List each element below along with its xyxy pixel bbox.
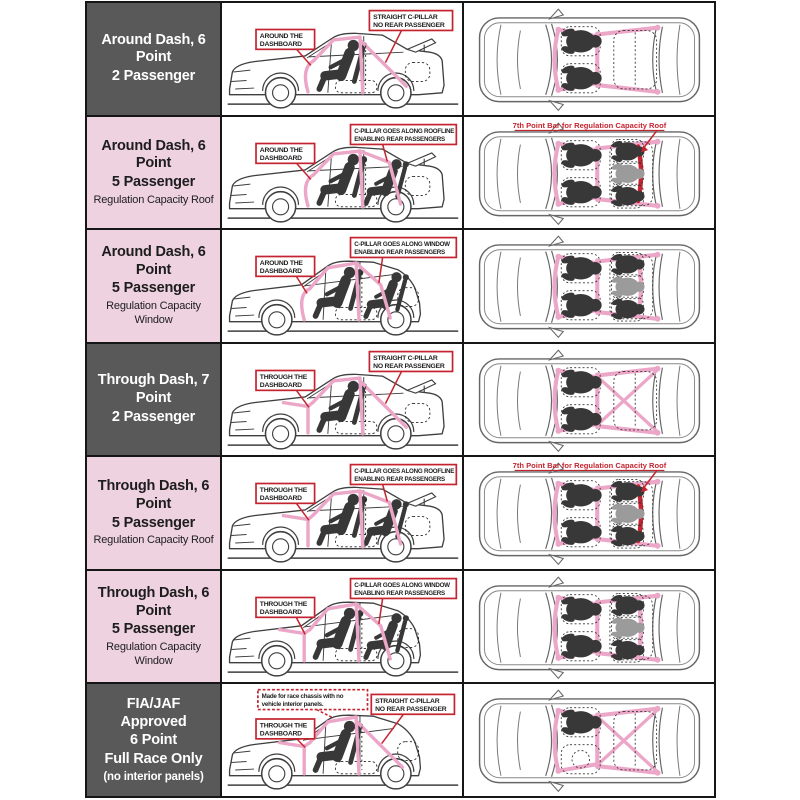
callout-text-line: ENABLING REAR PASSENGERS bbox=[354, 249, 445, 257]
cage-foot bbox=[655, 593, 661, 599]
car-body-top bbox=[480, 132, 700, 216]
row-label-line: Through Dash, 6 Point bbox=[97, 584, 210, 619]
callout-text-line: NO REAR PASSENGER bbox=[375, 706, 447, 714]
side-view-drawing bbox=[222, 684, 462, 796]
row-label bbox=[87, 230, 220, 342]
occupant-head-top bbox=[634, 282, 644, 292]
callout-text-line: AROUND THE bbox=[259, 146, 303, 154]
callout-text-line: Made for race chassis with no bbox=[261, 693, 344, 701]
row-label-line: 5 Passenger bbox=[111, 280, 196, 297]
cage-foot bbox=[655, 252, 661, 258]
cage-foot bbox=[655, 316, 661, 322]
row-label-line: FIA/JAF Approved bbox=[120, 695, 187, 730]
cage-foot bbox=[555, 201, 561, 207]
occupant-head-top bbox=[589, 185, 602, 198]
wheel-hub bbox=[388, 426, 404, 442]
occupant-head-top bbox=[634, 191, 644, 201]
car-body-top bbox=[480, 359, 700, 443]
cage-foot bbox=[555, 708, 561, 714]
seat-headrest bbox=[403, 502, 409, 508]
row-label-line: 2 Passenger bbox=[111, 68, 196, 85]
seventh-point-note: 7th Point Bar for Regulation Capacity Roof bbox=[512, 461, 667, 471]
top-view-drawing bbox=[464, 457, 714, 569]
callout-text-line: C-PILLAR GOES ALONG WINDOW bbox=[354, 241, 450, 249]
cage-foot bbox=[555, 140, 561, 146]
row-label-line: Regulation Capacity Window bbox=[106, 300, 201, 327]
row-label-line: Through Dash, 6 Point bbox=[97, 478, 210, 513]
callout-text-line: DASHBOARD bbox=[259, 268, 302, 276]
cage-foot bbox=[555, 367, 561, 373]
cage-foot bbox=[655, 770, 661, 776]
occupant-head bbox=[344, 267, 355, 278]
occupant-head bbox=[391, 613, 401, 623]
occupant-head bbox=[348, 153, 359, 164]
side-view-drawing bbox=[222, 3, 462, 115]
rear-wing bbox=[407, 39, 435, 52]
top-view-cell bbox=[464, 457, 714, 569]
row-label bbox=[87, 457, 220, 569]
cage-foot bbox=[555, 87, 561, 93]
row-label bbox=[87, 684, 220, 796]
occupant-head bbox=[348, 40, 359, 51]
occupant-head-top bbox=[634, 304, 644, 314]
occupant-head-top bbox=[589, 299, 602, 312]
callout-text-line: NO REAR PASSENGER bbox=[373, 362, 445, 370]
top-view-drawing bbox=[464, 344, 714, 456]
callout-text-line: vehicle interior panels. bbox=[261, 701, 324, 709]
rear-wing bbox=[407, 493, 435, 506]
top-view-cell bbox=[464, 571, 714, 683]
callout-text-line: THROUGH THE bbox=[259, 600, 308, 608]
occupant-head bbox=[391, 499, 401, 509]
side-view-cell bbox=[220, 457, 464, 569]
callout-text-line: AROUND THE bbox=[259, 33, 303, 41]
cage-foot bbox=[655, 479, 661, 485]
callout-text-line: DASHBOARD bbox=[259, 154, 302, 162]
callout-text-line: STRAIGHT C-PILLAR bbox=[373, 354, 438, 362]
cage-foot bbox=[655, 706, 661, 712]
cage-foot bbox=[555, 254, 561, 260]
row-label-line: Through Dash, 7 Point bbox=[97, 372, 210, 407]
cage-foot bbox=[655, 89, 661, 95]
seat-headrest bbox=[403, 161, 409, 167]
side-view-cell bbox=[220, 230, 464, 342]
row-label-line: Regulation Capacity Roof bbox=[93, 534, 214, 547]
row-label bbox=[87, 344, 220, 456]
row-label bbox=[87, 117, 220, 229]
callout-text-line: THROUGH THE bbox=[259, 373, 308, 381]
callout-text-line: DASHBOARD bbox=[259, 731, 302, 739]
occupant-head-top bbox=[634, 509, 644, 519]
side-view-cell bbox=[220, 117, 464, 229]
side-view-drawing bbox=[222, 344, 462, 456]
side-view-drawing bbox=[222, 457, 462, 569]
row-label bbox=[87, 3, 220, 115]
config-row bbox=[87, 682, 714, 796]
occupant-head-top bbox=[589, 35, 602, 48]
row-label-line: 6 Point bbox=[130, 732, 177, 749]
occupant-head bbox=[348, 494, 359, 505]
wheel-hub bbox=[388, 85, 404, 101]
cage-foot bbox=[555, 481, 561, 487]
row-label-line: Around Dash, 6 Point bbox=[101, 137, 206, 172]
cage-foot bbox=[655, 203, 661, 209]
top-view-drawing bbox=[464, 230, 714, 342]
cage-foot bbox=[655, 365, 661, 371]
occupant-head bbox=[344, 721, 355, 732]
cage-foot bbox=[655, 430, 661, 436]
wheel-hub bbox=[269, 766, 285, 782]
side-view-drawing bbox=[222, 230, 462, 342]
occupant-head-top bbox=[589, 526, 602, 539]
config-row bbox=[87, 455, 714, 569]
cage-foot bbox=[555, 314, 561, 320]
callout-text-line: C-PILLAR GOES ALONG ROOFLINE bbox=[354, 127, 455, 135]
top-view-drawing bbox=[464, 117, 714, 229]
occupant-head bbox=[391, 272, 401, 282]
cage-foot bbox=[555, 655, 561, 661]
row-label-line: Around Dash, 6 Point bbox=[101, 244, 206, 278]
callout-text-line: NO REAR PASSENGER bbox=[373, 22, 445, 30]
top-view-cell bbox=[464, 3, 714, 115]
wheel-hub bbox=[269, 653, 285, 669]
row-label-line: 5 Passenger bbox=[111, 514, 196, 531]
callout-text-line: STRAIGHT C-PILLAR bbox=[375, 698, 440, 706]
top-view-drawing bbox=[464, 571, 714, 683]
row-label-line: 5 Passenger bbox=[111, 621, 196, 638]
occupant-head-top bbox=[589, 603, 602, 616]
cage-foot bbox=[655, 138, 661, 144]
occupant-head-top bbox=[589, 413, 602, 426]
side-view-drawing bbox=[222, 571, 462, 683]
cage-foot bbox=[555, 595, 561, 601]
occupant-head-top bbox=[589, 262, 602, 275]
top-view-drawing bbox=[464, 684, 714, 796]
car-body-top bbox=[480, 472, 700, 556]
occupant-head-top bbox=[634, 622, 644, 632]
row-label-line: Full Race Only bbox=[104, 750, 203, 767]
cage-foot bbox=[655, 657, 661, 663]
top-view-cell bbox=[464, 117, 714, 229]
top-view-cell bbox=[464, 344, 714, 456]
cage-foot bbox=[555, 428, 561, 434]
callout-leader-line bbox=[316, 710, 333, 719]
side-view-cell bbox=[220, 684, 464, 796]
occupant-head bbox=[391, 159, 401, 169]
occupant-head-top bbox=[589, 72, 602, 85]
occupant-head-top bbox=[634, 259, 644, 269]
car-body-top bbox=[480, 245, 700, 329]
occupant-head-top bbox=[589, 489, 602, 502]
wheel-hub bbox=[273, 539, 289, 555]
occupant-head-top bbox=[589, 149, 602, 162]
occupant-head-top bbox=[634, 645, 644, 655]
callout-text-line: C-PILLAR GOES ALONG ROOFLINE bbox=[354, 468, 455, 476]
rear-wing bbox=[407, 380, 435, 393]
rear-wing bbox=[407, 153, 435, 166]
config-row bbox=[87, 342, 714, 456]
row-label-line: (no interior panels) bbox=[103, 770, 204, 783]
occupant-head-top bbox=[589, 640, 602, 653]
row-label bbox=[87, 571, 220, 683]
row-label-line: 5 Passenger bbox=[111, 174, 196, 191]
cage-foot bbox=[555, 768, 561, 774]
side-view-cell bbox=[220, 3, 464, 115]
callout-text-line: AROUND THE bbox=[259, 260, 303, 268]
occupant-head-top bbox=[589, 716, 602, 729]
row-label-line: Regulation Capacity Window bbox=[106, 640, 201, 668]
top-view-cell bbox=[464, 684, 714, 796]
callout-text-line: ENABLING REAR PASSENGERS bbox=[354, 135, 445, 143]
wheel-hub bbox=[273, 426, 289, 442]
row-label-line: Regulation Capacity Roof bbox=[93, 193, 214, 206]
occupant-head bbox=[344, 608, 355, 619]
callout-text-line: STRAIGHT C-PILLAR bbox=[373, 14, 438, 22]
config-row bbox=[87, 228, 714, 342]
occupant-head-top bbox=[634, 531, 644, 541]
occupant-head-top bbox=[634, 600, 644, 610]
row-label-line: Around Dash, 6 Point bbox=[101, 31, 206, 66]
car-body-top bbox=[480, 586, 700, 670]
car-body-top bbox=[480, 18, 700, 102]
cage-foot bbox=[555, 541, 561, 547]
cage-foot bbox=[655, 25, 661, 31]
seat-headrest bbox=[403, 615, 409, 621]
occupant-head-top bbox=[634, 168, 644, 178]
car-body-top bbox=[480, 699, 700, 783]
config-row bbox=[87, 115, 714, 229]
cage-foot bbox=[655, 543, 661, 549]
callout-text-line: THROUGH THE bbox=[259, 487, 308, 495]
seventh-point-note: 7th Point Bar for Regulation Capacity Roof bbox=[512, 120, 667, 130]
side-view-cell bbox=[220, 344, 464, 456]
wheel-hub bbox=[273, 85, 289, 101]
wheel-hub bbox=[273, 198, 289, 214]
callout-text-line: ENABLING REAR PASSENGERS bbox=[354, 590, 445, 598]
callout-text-line: DASHBOARD bbox=[259, 608, 302, 616]
wheel-hub bbox=[269, 312, 285, 328]
callout-text-line: DASHBOARD bbox=[259, 381, 302, 389]
callout-text-line: DASHBOARD bbox=[259, 41, 302, 49]
occupant-head bbox=[348, 381, 359, 392]
side-view-drawing bbox=[222, 117, 462, 229]
side-view-cell bbox=[220, 571, 464, 683]
config-row bbox=[87, 569, 714, 683]
row-label-line: 2 Passenger bbox=[111, 408, 196, 425]
cage-foot bbox=[555, 27, 561, 33]
top-view-cell bbox=[464, 230, 714, 342]
top-view-drawing bbox=[464, 3, 714, 115]
callout-text-line: DASHBOARD bbox=[259, 495, 302, 503]
callout-text-line: THROUGH THE bbox=[259, 722, 308, 730]
occupant-head-top bbox=[589, 376, 602, 389]
callout-text-line: C-PILLAR GOES ALONG WINDOW bbox=[354, 581, 450, 589]
config-row bbox=[87, 3, 714, 115]
rollcage-configuration-table bbox=[85, 1, 716, 798]
callout-text-line: ENABLING REAR PASSENGERS bbox=[354, 476, 445, 484]
seat-headrest bbox=[403, 274, 409, 280]
